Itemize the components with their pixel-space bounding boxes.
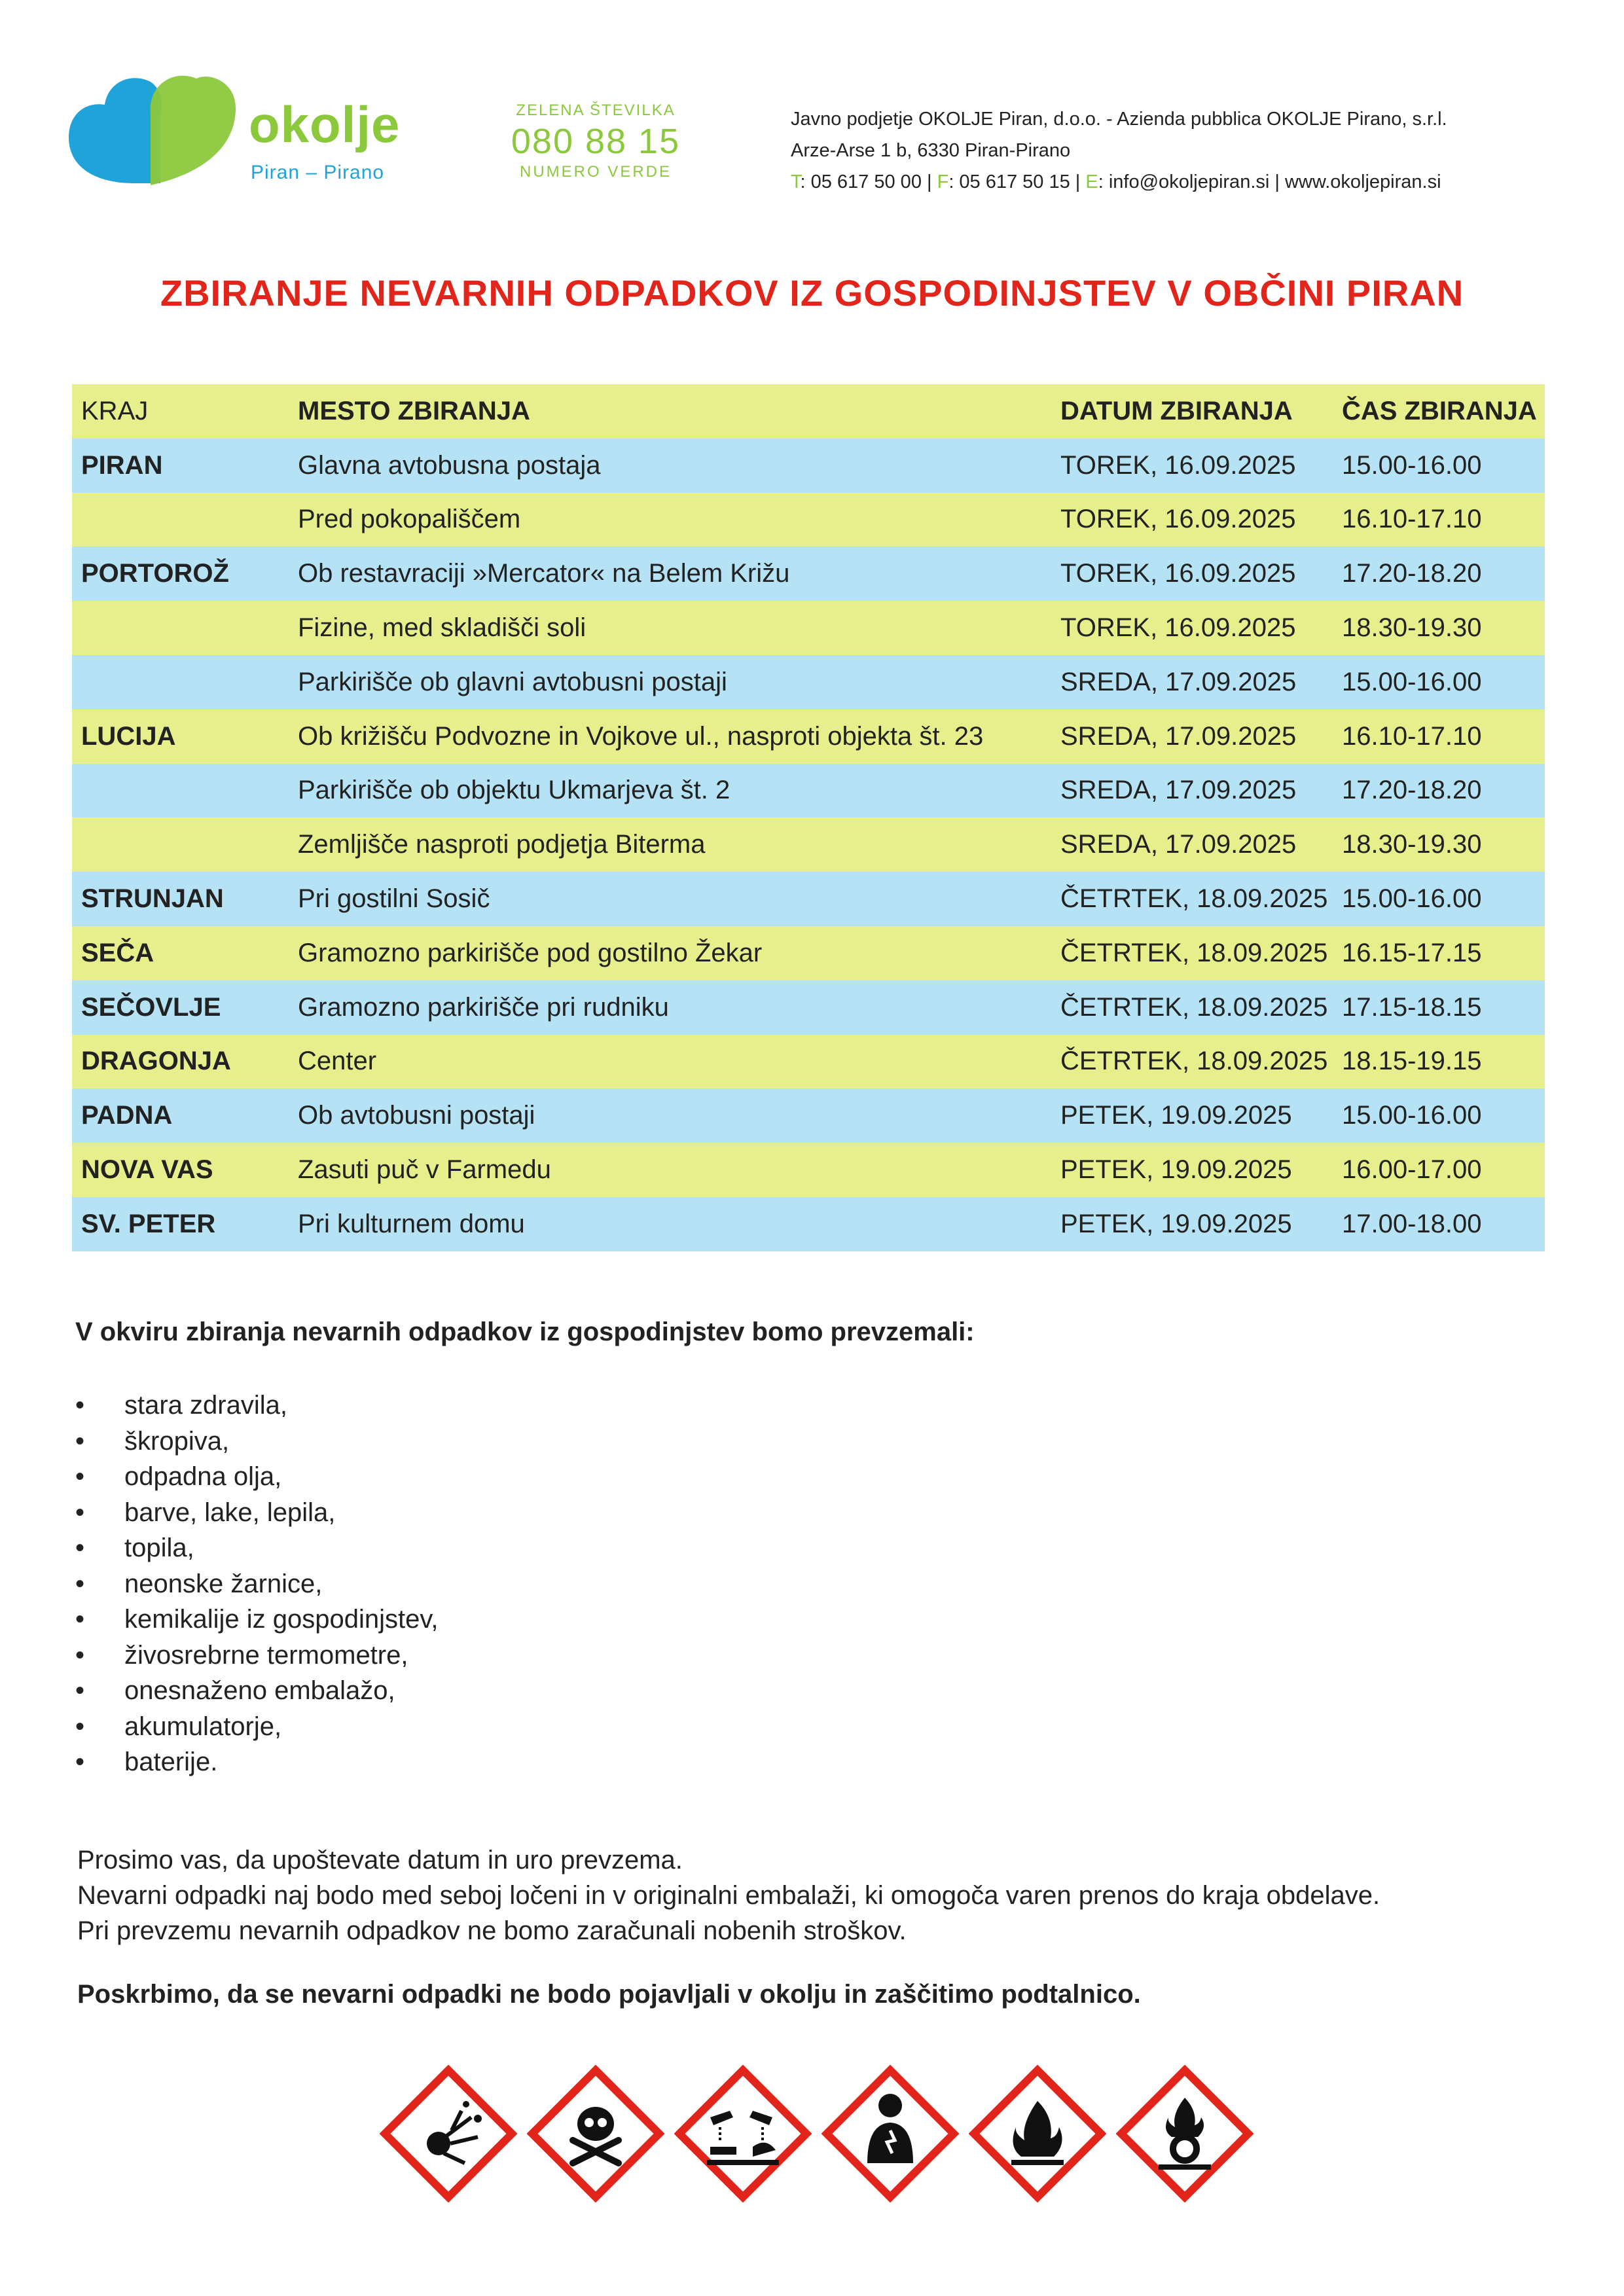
email-label: E — [1085, 171, 1098, 192]
cell-cas: 16.00-17.00 — [1342, 1155, 1482, 1185]
list-item: • odpadna olja, — [75, 1462, 438, 1498]
cell-mesto: Parkirišče ob glavni avtobusni postaji — [298, 667, 727, 696]
cell-mesto: Pred pokopališčem — [298, 505, 521, 534]
instructions-paragraph — [77, 1842, 1380, 1948]
phone-value: : 05 617 50 00 | — [800, 171, 937, 192]
cell-mesto: Ob restavraciji »Mercator« na Belem Križu — [298, 559, 790, 588]
corrosion-icon — [674, 2065, 812, 2202]
cell-cas: 16.15-17.15 — [1342, 938, 1482, 967]
header-datum: DATUM ZBIRANJA — [1060, 396, 1293, 425]
accepted-items-list — [75, 1391, 438, 1784]
cell-mesto: Ob križišču Podvozne in Vojkove ul., nasproti objekta št. 23 — [298, 721, 984, 751]
company-info — [791, 103, 1447, 198]
cell-kraj: STRUNJAN — [81, 884, 224, 914]
table-row — [72, 1088, 1545, 1143]
table-row — [72, 872, 1545, 926]
table-row — [72, 817, 1545, 872]
list-item: • akumulatorje, — [75, 1712, 438, 1748]
table-row — [72, 655, 1545, 709]
page-header — [0, 0, 1624, 236]
table-row — [72, 926, 1545, 980]
logo-name: okolje — [249, 96, 401, 153]
cell-mesto: Pri gostilni Sosič — [298, 884, 490, 914]
health-hazard-icon — [821, 2065, 959, 2202]
cell-mesto: Zasuti puč v Farmedu — [298, 1155, 551, 1185]
cell-kraj: SEČOVLJE — [81, 992, 221, 1022]
company-address: Arze-Arse 1 b, 6330 Piran-Pirano — [791, 140, 1071, 161]
cell-cas: 18.15-19.15 — [1342, 1047, 1482, 1076]
list-item: • neonske žarnice, — [75, 1570, 438, 1605]
header-kraj: KRAJ — [81, 396, 149, 425]
table-row — [72, 547, 1545, 601]
cell-kraj: SEČA — [81, 938, 154, 967]
cell-cas: 16.10-17.10 — [1342, 721, 1482, 751]
cell-datum: SREDA, 17.09.2025 — [1060, 830, 1297, 859]
cell-mesto: Gramozno parkirišče pri rudniku — [298, 992, 669, 1022]
instruction-line: Nevarni odpadki naj bodo med seboj ločeni in v originalni embalaži, ki omogoča varen prenos do kraja obdelave. — [77, 1881, 1380, 1910]
table-row — [72, 764, 1545, 818]
fax-value: : 05 617 50 15 | — [948, 171, 1086, 192]
cell-datum: ČETRTEK, 18.09.2025 — [1060, 992, 1328, 1022]
cell-cas: 17.15-18.15 — [1342, 992, 1482, 1022]
cell-mesto: Gramozno parkirišče pod gostilno Žekar — [298, 938, 763, 967]
okolje-logo — [69, 69, 409, 193]
flame-icon — [969, 2065, 1106, 2202]
exploding-bomb-icon — [380, 2065, 517, 2202]
table-header-row — [72, 384, 1545, 439]
table-row — [72, 709, 1545, 764]
cell-datum: ČETRTEK, 18.09.2025 — [1060, 884, 1328, 914]
cell-mesto: Glavna avtobusna postaja — [298, 450, 601, 480]
cell-cas: 17.20-18.20 — [1342, 776, 1482, 805]
hazard-pictograms — [380, 2065, 1257, 2209]
cell-kraj: PORTOROŽ — [81, 559, 229, 588]
cell-datum: ČETRTEK, 18.09.2025 — [1060, 938, 1328, 967]
cell-datum: SREDA, 17.09.2025 — [1060, 776, 1297, 805]
table-row — [72, 1197, 1545, 1251]
cell-kraj: PADNA — [81, 1101, 173, 1130]
cell-mesto: Zemljišče nasproti podjetja Biterma — [298, 830, 706, 859]
company-name: Javno podjetje OKOLJE Piran, d.o.o. - Azienda pubblica OKOLJE Pirano, s.r.l. — [791, 109, 1447, 130]
instruction-line: Pri prevzemu nevarnih odpadkov ne bomo zaračunali nobenih stroškov. — [77, 1916, 907, 1945]
table-row — [72, 1143, 1545, 1197]
cell-cas: 15.00-16.00 — [1342, 1101, 1482, 1130]
cell-cas: 18.30-19.30 — [1342, 613, 1482, 643]
cell-datum: TOREK, 16.09.2025 — [1060, 450, 1296, 480]
list-item: • škropiva, — [75, 1427, 438, 1463]
cell-cas: 18.30-19.30 — [1342, 830, 1482, 859]
cell-kraj: SV. PETER — [81, 1209, 216, 1238]
cell-datum: PETEK, 19.09.2025 — [1060, 1101, 1292, 1130]
list-item: • onesnaženo embalažo, — [75, 1676, 438, 1712]
heart-logo-icon — [69, 69, 239, 193]
cell-kraj: DRAGONJA — [81, 1047, 231, 1076]
list-item: • topila, — [75, 1534, 438, 1570]
table-row — [72, 1035, 1545, 1089]
green-number-label: ZELENA ŠTEVILKA — [516, 101, 676, 119]
cell-kraj: LUCIJA — [81, 721, 176, 751]
cell-cas: 15.00-16.00 — [1342, 450, 1482, 480]
table-row — [72, 493, 1545, 547]
cell-mesto: Parkirišče ob objektu Ukmarjeva št. 2 — [298, 776, 731, 805]
list-item: • stara zdravila, — [75, 1391, 438, 1427]
cell-datum: SREDA, 17.09.2025 — [1060, 667, 1297, 696]
cell-kraj: PIRAN — [81, 450, 163, 480]
logo-subtitle: Piran – Pirano — [251, 162, 385, 183]
page-title: ZBIRANJE NEVARNIH ODPADKOV IZ GOSPODINJSTEV V OBČINI PIRAN — [160, 272, 1464, 314]
company-contacts — [791, 166, 1447, 198]
schedule-table — [72, 384, 1545, 1251]
cell-cas: 17.20-18.20 — [1342, 559, 1482, 588]
list-item: • živosrebrne termometre, — [75, 1641, 438, 1677]
cell-mesto: Ob avtobusni postaji — [298, 1101, 535, 1130]
cell-cas: 17.00-18.00 — [1342, 1209, 1482, 1238]
cell-kraj: NOVA VAS — [81, 1155, 213, 1185]
green-number-value: 080 88 15 — [511, 122, 681, 161]
cell-datum: TOREK, 16.09.2025 — [1060, 505, 1296, 534]
green-number-label-it: NUMERO VERDE — [519, 163, 672, 181]
cell-datum: SREDA, 17.09.2025 — [1060, 721, 1297, 751]
cell-cas: 15.00-16.00 — [1342, 667, 1482, 696]
list-item: • baterije. — [75, 1748, 438, 1784]
cell-cas: 15.00-16.00 — [1342, 884, 1482, 914]
header-cas: ČAS ZBIRANJA — [1342, 396, 1537, 425]
cell-mesto: Center — [298, 1047, 377, 1076]
cell-mesto: Pri kulturnem domu — [298, 1209, 525, 1238]
items-intro: V okviru zbiranja nevarnih odpadkov iz gospodinjstev bomo prevzemali: — [75, 1318, 975, 1346]
fax-label: F — [937, 171, 949, 192]
instruction-line: Prosimo vas, da upoštevate datum in uro prevzema. — [77, 1846, 683, 1874]
cell-datum: ČETRTEK, 18.09.2025 — [1060, 1047, 1328, 1076]
skull-crossbones-icon — [527, 2065, 664, 2202]
closing-statement: Poskrbimo, da se nevarni odpadki ne bodo pojavljali v okolju in zaščitimo podtalnico. — [77, 1980, 1141, 2009]
table-row — [72, 601, 1545, 655]
header-mesto: MESTO ZBIRANJA — [298, 396, 530, 425]
cell-datum: TOREK, 16.09.2025 — [1060, 559, 1296, 588]
phone-label: T — [791, 171, 801, 192]
list-item: • barve, lake, lepila, — [75, 1498, 438, 1534]
green-number — [504, 101, 687, 181]
cell-mesto: Fizine, med skladišči soli — [298, 613, 586, 643]
cell-datum: PETEK, 19.09.2025 — [1060, 1155, 1292, 1185]
cell-datum: PETEK, 19.09.2025 — [1060, 1209, 1292, 1238]
cell-cas: 16.10-17.10 — [1342, 505, 1482, 534]
cell-datum: TOREK, 16.09.2025 — [1060, 613, 1296, 643]
table-row — [72, 980, 1545, 1035]
flame-over-circle-icon — [1116, 2065, 1254, 2202]
list-item: • kemikalije iz gospodinjstev, — [75, 1605, 438, 1641]
table-row — [72, 439, 1545, 493]
email-web-value: : info@okoljepiran.si | www.okoljepiran.si — [1098, 171, 1441, 192]
